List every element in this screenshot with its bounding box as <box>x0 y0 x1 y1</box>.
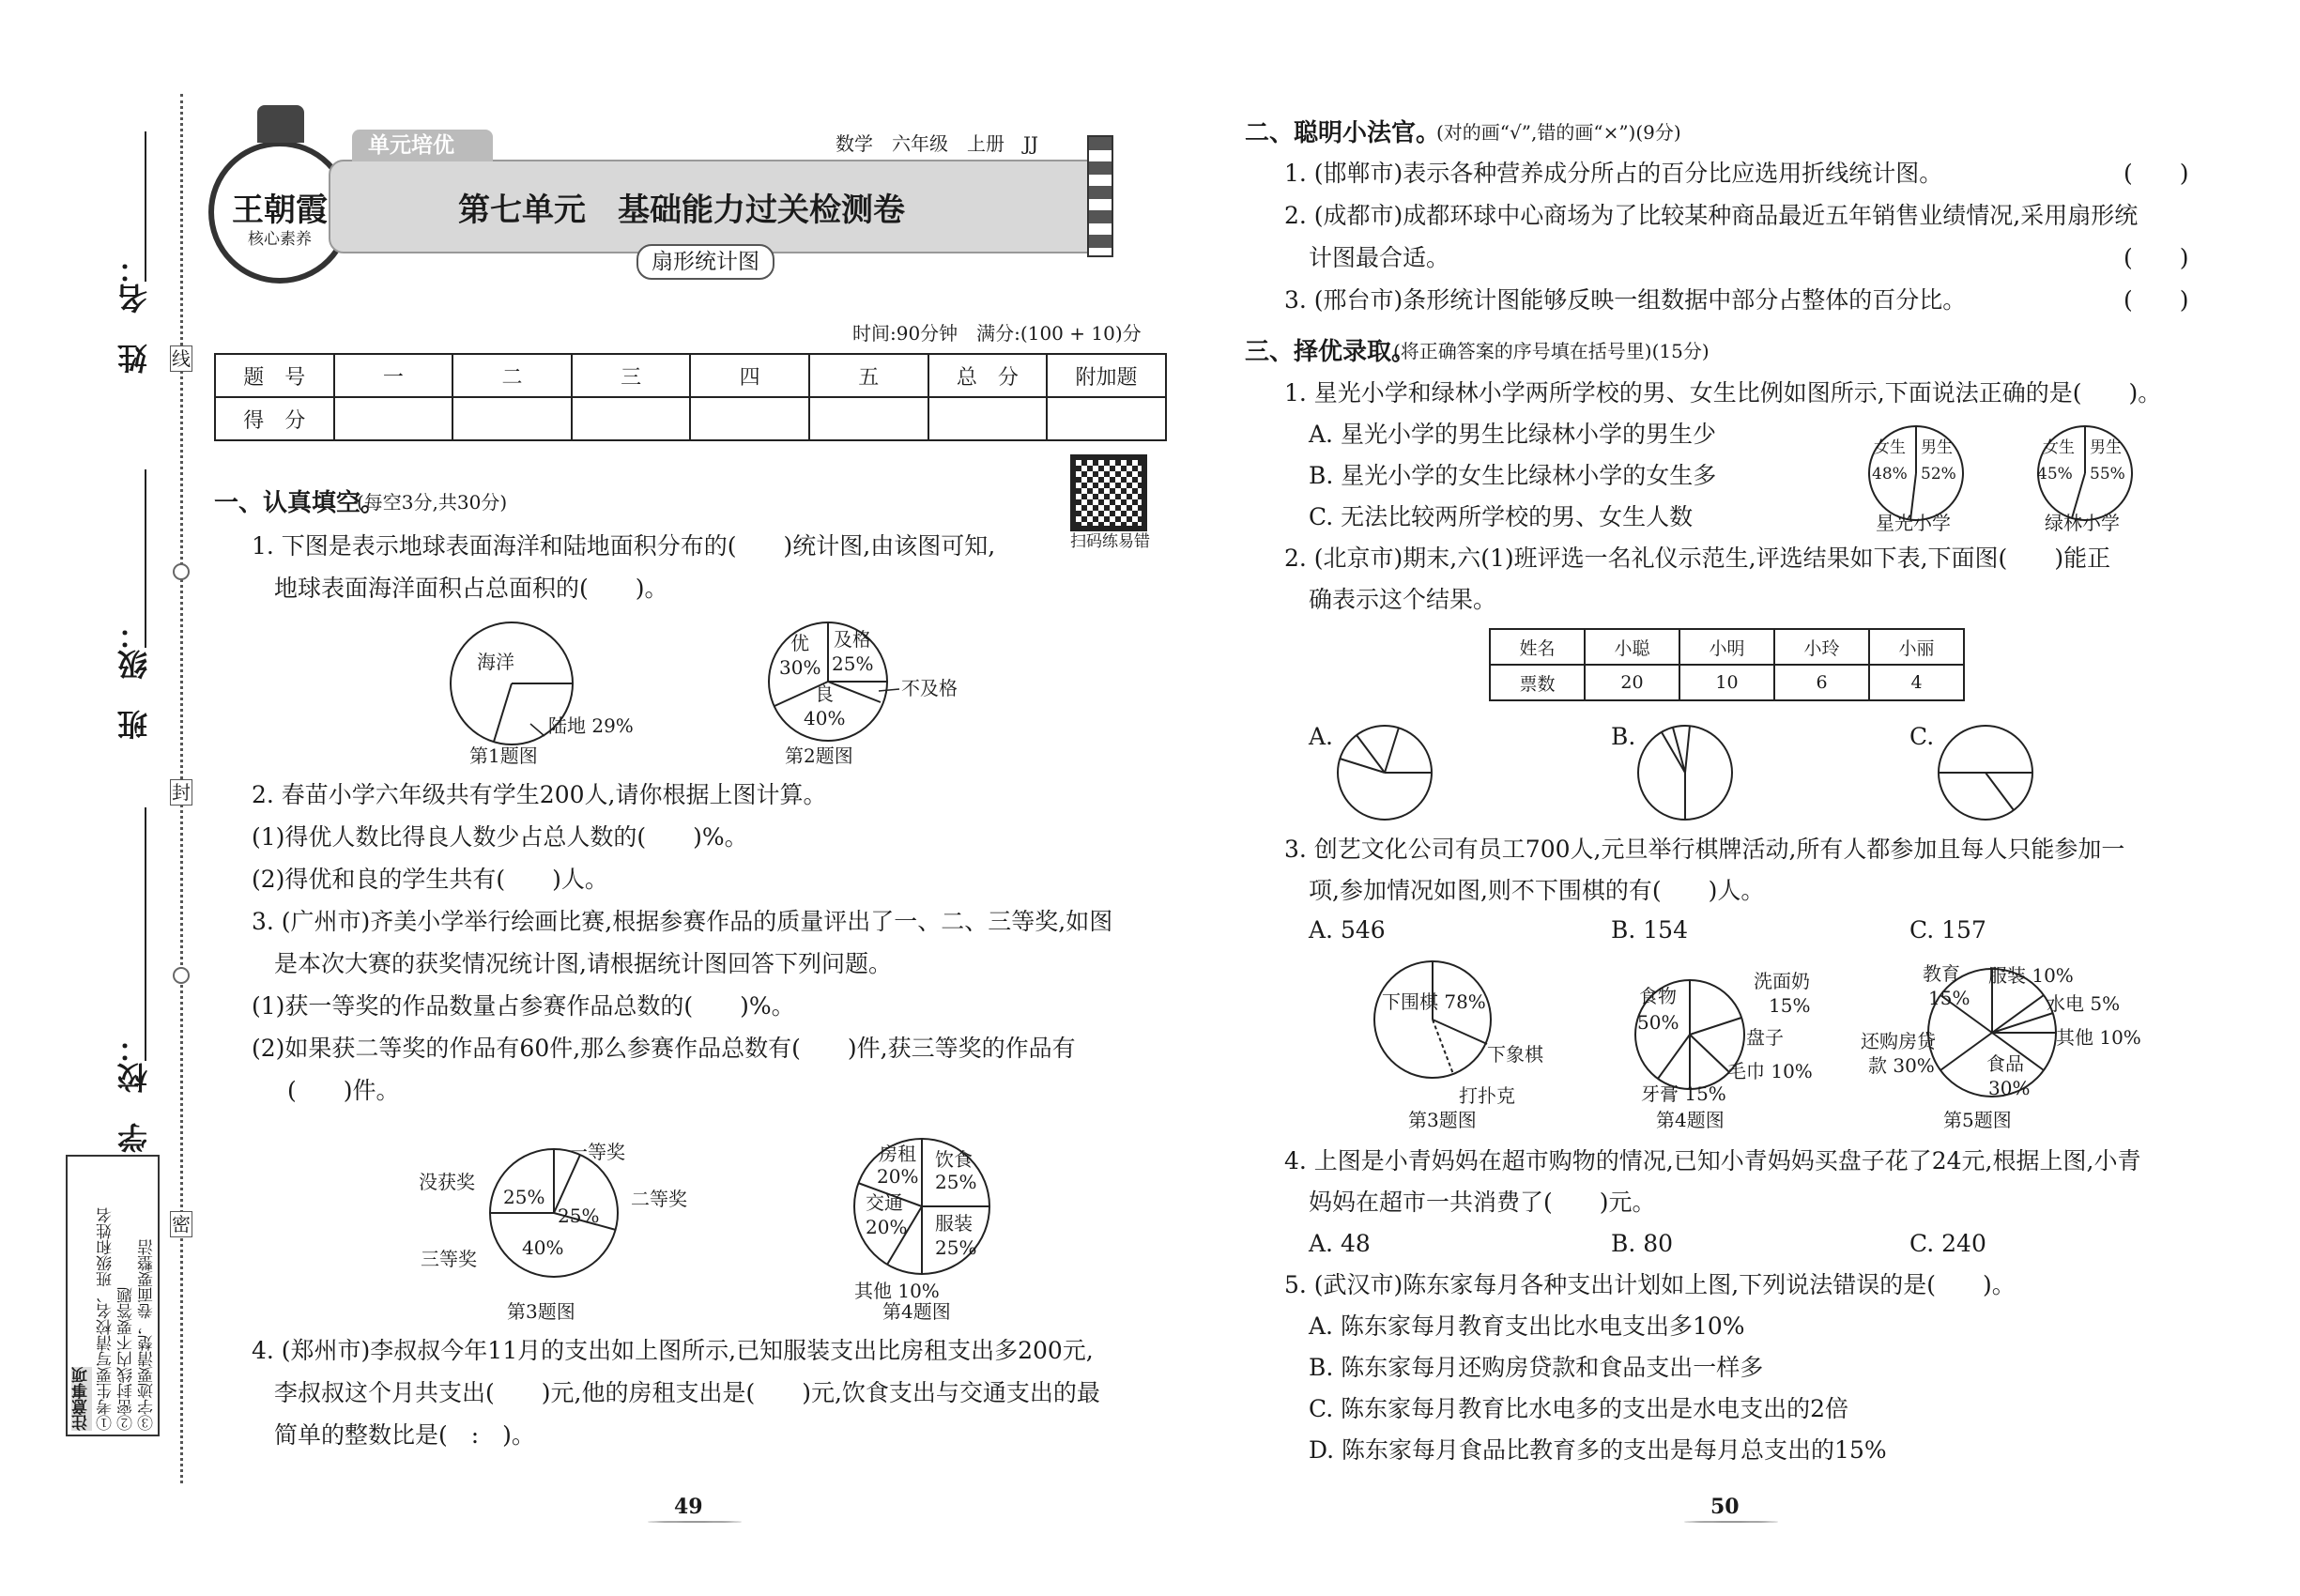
fig2-caption: 第2题图 <box>785 744 853 767</box>
s1-q1a: 1. 下图是表示地球表面海洋和陆地面积分布的( )统计图,由该图可知, <box>252 532 996 560</box>
f5-food-p: 30% <box>1988 1077 2031 1099</box>
pie-b-female: 女生 <box>2043 438 2075 457</box>
option-c-radius <box>1986 773 2014 810</box>
f5-cloth: 服装 10% <box>1988 964 2074 987</box>
f5-food: 食品 <box>1986 1052 2024 1075</box>
fig2-bujige: 不及格 <box>901 677 958 699</box>
f5-radius <box>1992 1013 2053 1033</box>
s1-q2: 2. 春苗小学六年级共有学生200人,请你根据上图计算。 <box>252 781 827 808</box>
vote-h: 小玲 <box>1774 629 1869 665</box>
s3-q5-A: A. 陈东家每月教育支出比水电支出多10% <box>1309 1312 1745 1340</box>
s3-q5-B: B. 陈东家每月还购房贷款和食品支出一样多 <box>1309 1354 1764 1381</box>
s1-q2a: (1)得优人数比得良人数少占总人数的( )%。 <box>252 823 748 851</box>
fig2-you: 优 <box>790 632 809 654</box>
name-line[interactable] <box>145 131 146 282</box>
s3-q1-A: A. 星光小学的男生比绿林小学的男生少 <box>1309 421 1716 448</box>
page-subtitle: 扇形统计图 <box>636 244 774 280</box>
score-cell[interactable] <box>1047 397 1166 440</box>
option-a-pie <box>1333 721 1436 824</box>
page-number-left: 49 <box>674 1495 703 1519</box>
circle-mark <box>173 967 190 984</box>
s3-q4-B: B. 80 <box>1611 1230 1674 1257</box>
s3-q2-optA: A. <box>1309 723 1334 750</box>
page-number-right: 50 <box>1710 1495 1740 1519</box>
qr-code[interactable] <box>1070 454 1147 531</box>
fig4-cloth-p: 25% <box>935 1236 977 1259</box>
f4-food: 食物 <box>1639 985 1677 1007</box>
f5-edu: 教育 <box>1923 962 1960 985</box>
f3-poker: 打扑克 <box>1459 1084 1515 1107</box>
s1-q3e: ( )件。 <box>287 1077 400 1104</box>
page-ornament-left <box>648 1521 742 1523</box>
fig4-traffic: 交通 <box>866 1191 903 1214</box>
score-h: 三 <box>572 354 691 397</box>
f4-radius <box>1690 1035 1729 1072</box>
fig2-radius <box>828 682 881 702</box>
vote-c: 4 <box>1869 665 1964 700</box>
s3-q3b: 项,参加情况如图,则不下围棋的有( )人。 <box>1309 877 1765 904</box>
score-cell[interactable] <box>452 397 572 440</box>
vote-c: 票数 <box>1490 665 1585 700</box>
s1-q4b: 李叔叔这个月共支出( )元,他的房租支出是( )元,饮食支出与交通支出的最 <box>274 1379 1100 1406</box>
page-ornament-right <box>1684 1521 1778 1523</box>
name-label: 姓 名： <box>116 253 152 374</box>
f4-tooth: 牙膏 15% <box>1641 1082 1726 1105</box>
score-cell[interactable] <box>690 397 809 440</box>
f5-caption: 第5题图 <box>1943 1109 2012 1131</box>
vote-table <box>1489 628 1965 701</box>
lighthouse-icon <box>1087 135 1113 257</box>
class-line[interactable] <box>145 469 146 648</box>
score-cell[interactable] <box>572 397 691 440</box>
s3-q3a: 3. 创艺文化公司有员工700人,元旦举行棋牌活动,所有人都参加且每人只能参加一 <box>1284 836 2125 863</box>
score-table <box>214 353 1167 441</box>
score-cell[interactable] <box>334 397 453 440</box>
option-b-radius <box>1685 726 1690 773</box>
fig1-caption: 第1题图 <box>469 744 538 767</box>
cut-mark-mi: 密 <box>172 1213 191 1235</box>
cut-mark-xian: 线 <box>172 347 191 370</box>
s2-q1: 1. (邯郸市)表示各种营养成分所占的百分比应选用折线统计图。 <box>1284 160 1943 187</box>
f4-radius <box>1690 1018 1741 1035</box>
vote-c: 6 <box>1774 665 1869 700</box>
f3-pie <box>1371 958 1502 1089</box>
f5-loan-p: 款 30% <box>1868 1054 1935 1077</box>
s2-q3: 3. (邢台市)条形统计图能够反映一组数据中部分占整体的百分比。 <box>1284 286 1967 314</box>
s3-q2-optC: C. <box>1909 723 1935 750</box>
s2-points: (对的画“√”,错的画“×”)(9分) <box>1436 121 1681 144</box>
f5-radius <box>1992 995 2044 1033</box>
option-a-radius <box>1340 759 1385 773</box>
pie-b-male: 男生 <box>2090 438 2122 457</box>
s3-q1-C: C. 无法比较两所学校的男、女生人数 <box>1309 503 1694 530</box>
header-meta: 数学 六年级 上册 JJ <box>836 132 1039 155</box>
s3-q5-D: D. 陈东家每月食品比教育多的支出是每月总支出的15% <box>1309 1436 1887 1464</box>
s3-q5-C: C. 陈东家每月教育比水电多的支出是水电支出的2倍 <box>1309 1395 1849 1422</box>
f4-food-p: 50% <box>1637 1011 1679 1034</box>
s3-q5: 5. (武汉市)陈东家每月各种支出计划如上图,下列说法错误的是( )。 <box>1284 1271 2016 1298</box>
s3-q2a: 2. (北京市)期末,六(1)班评选一名礼仪示范生,评选结果如下表,下面图( )能正 <box>1284 545 2111 572</box>
score-h: 一 <box>334 354 453 397</box>
option-b-pie <box>1633 721 1737 824</box>
fig1-radius <box>494 683 512 742</box>
fig3-first: 一等奖 <box>569 1141 625 1163</box>
pie-a-male-p: 52% <box>1921 465 1956 483</box>
school-label: 学 校： <box>116 1033 152 1153</box>
fig4-rent-p: 20% <box>877 1165 919 1188</box>
score-h: 五 <box>809 354 928 397</box>
fig3-caption: 第3题图 <box>507 1300 575 1323</box>
fig1-leader <box>530 724 544 736</box>
pie-a-female-p: 48% <box>1872 465 1908 483</box>
f4-towel: 毛巾 10% <box>1727 1060 1813 1082</box>
circle-mark <box>173 563 190 580</box>
s3-q3-B: B. 154 <box>1611 916 1688 944</box>
badge-label: 单元培优 <box>368 132 454 158</box>
s3-q2b: 确表示这个结果。 <box>1309 586 1497 613</box>
pie-b-name: 绿林小学 <box>2045 512 2120 534</box>
fig3-third-p: 40% <box>522 1236 564 1259</box>
fig4-food-p: 25% <box>935 1171 977 1193</box>
vote-h: 姓名 <box>1490 629 1585 665</box>
fig3-second: 二等奖 <box>631 1188 687 1210</box>
f3-chess: 下象棋 <box>1487 1043 1543 1066</box>
fig2-jige-p: 25% <box>832 652 874 675</box>
f5-loan: 还购房贷 <box>1861 1030 1936 1052</box>
option-b-radius <box>1673 728 1685 773</box>
fig4-cloth: 服装 <box>935 1212 973 1235</box>
pie-a-male: 男生 <box>1921 438 1953 457</box>
f5-other: 其他 10% <box>2056 1026 2141 1049</box>
notes-title: 注意事项 <box>72 1367 91 1431</box>
score-cell[interactable] <box>928 397 1048 440</box>
s2-title: 二、聪明小法官。 <box>1245 119 1441 147</box>
score-h: 附加题 <box>1047 354 1166 397</box>
vote-h: 小丽 <box>1869 629 1964 665</box>
f5-water: 水电 5% <box>2047 992 2121 1015</box>
fig4-food: 饮食 <box>935 1148 973 1171</box>
logo-sub: 核心素养 <box>248 230 312 249</box>
f4-caption: 第4题图 <box>1656 1109 1725 1131</box>
fig1-ocean: 海洋 <box>477 651 514 673</box>
vote-h: 小聪 <box>1585 629 1679 665</box>
fig2-you-p: 30% <box>779 656 821 679</box>
note-2: ②密封线内不要答题 <box>117 1287 136 1431</box>
f3-go: 下围棋 78% <box>1382 990 1486 1013</box>
s1-q4c: 简单的整数比是( : )。 <box>274 1421 535 1449</box>
s1-q3a: 3. (广州市)齐美小学举行绘画比赛,根据参赛作品的质量评出了一、二、三等奖,如图 <box>252 908 1113 935</box>
fig2-liang: 良 <box>815 683 834 705</box>
fig3-none: 没获奖 <box>419 1171 475 1193</box>
score-h: 题 号 <box>215 354 334 397</box>
logo-text: 王朝霞 <box>232 192 328 229</box>
exam-time: 时间:90分钟 满分:(100 + 10)分 <box>852 322 1142 345</box>
f5-radius <box>1940 1033 1992 1070</box>
s1-q4a: 4. (郑州市)李叔叔今年11月的支出如上图所示,已知服装支出比房租支出多200元, <box>252 1337 1094 1364</box>
s3-q3-C: C. 157 <box>1909 916 1986 944</box>
s2-q3-paren[interactable]: ( ) <box>2124 286 2189 314</box>
fig4-other: 其他 10% <box>854 1280 940 1302</box>
s2-q2-paren[interactable]: ( ) <box>2124 244 2189 271</box>
s2-q2a: 2. (成都市)成都环球中心商场为了比较某种商品最近五年销售业绩情况,采用扇形统 <box>1284 202 2139 229</box>
fig4-traffic-p: 20% <box>866 1216 908 1238</box>
note-3: ③字迹要清楚，卷面要整洁 <box>138 1239 157 1431</box>
pie-a-name: 星光小学 <box>1876 512 1951 534</box>
s3-q2-optB: B. <box>1611 723 1636 750</box>
f5-edu-p: 15% <box>1928 987 1970 1009</box>
fig1-land: 陆地 29% <box>548 714 634 737</box>
s1-points: (每空3分,共30分) <box>357 491 508 514</box>
s3-points: (将正确答案的序号填在括号里)(15分) <box>1393 340 1710 362</box>
option-b-radius <box>1662 732 1685 773</box>
s3-q3-A: A. 546 <box>1309 916 1386 944</box>
fig3-none-p: 25% <box>503 1186 545 1208</box>
f4-wash-p: 15% <box>1769 994 1811 1017</box>
note-1: ①考生要写清校名、班级和姓名 <box>97 1207 115 1431</box>
vote-c: 20 <box>1585 665 1679 700</box>
s3-q4-A: A. 48 <box>1309 1230 1371 1257</box>
fig2-liang-p: 40% <box>804 707 846 729</box>
f4-wash: 洗面奶 <box>1754 970 1810 992</box>
cut-mark-feng: 封 <box>172 781 191 804</box>
score-h: 二 <box>452 354 572 397</box>
s1-q3d: (2)如果获二等奖的作品有60件,那么参赛作品总数有( )件,获三等奖的作品有 <box>252 1035 1076 1062</box>
f3-caption: 第3题图 <box>1408 1109 1477 1131</box>
s1-q1b: 地球表面海洋面积占总面积的( )。 <box>274 575 668 602</box>
option-a-radius <box>1357 735 1385 773</box>
fig4-caption: 第4题图 <box>882 1300 951 1323</box>
s2-q1-paren[interactable]: ( ) <box>2124 160 2189 187</box>
s1-q3c: (1)获一等奖的作品数量占参赛作品总数的( )%。 <box>252 992 795 1020</box>
option-c-pie <box>1934 721 2037 824</box>
score-cell[interactable] <box>809 397 928 440</box>
fig2-jige: 及格 <box>834 628 871 651</box>
s3-q1-B: B. 星光小学的女生比绿林小学的女生多 <box>1309 462 1717 489</box>
f4-plate: 盘子 <box>1746 1026 1784 1049</box>
score-row-label: 得 分 <box>215 397 334 440</box>
page-title: 第七单元 基础能力过关检测卷 <box>458 192 905 229</box>
s3-q4a: 4. 上图是小青妈妈在超市购物的情况,已知小青妈妈买盘子花了24元,根据上图,小青 <box>1284 1147 2141 1174</box>
s1-title: 一、认真填空。 <box>214 489 386 517</box>
qr-caption: 扫码练易错 <box>1070 532 1150 551</box>
crown-icon <box>257 105 304 143</box>
fig2-leader <box>879 689 899 691</box>
option-a-radius <box>1385 728 1399 773</box>
school-line[interactable] <box>145 807 146 1061</box>
s1-q2b: (2)得优和良的学生共有( )人。 <box>252 866 608 893</box>
fig4-rent: 房租 <box>879 1143 916 1165</box>
s3-title: 三、择优录取。 <box>1245 338 1417 366</box>
s3-q4b: 妈妈在超市一共消费了( )元。 <box>1309 1189 1656 1216</box>
score-h: 四 <box>690 354 809 397</box>
fig3-second-p: 25% <box>558 1205 600 1227</box>
pie-b-male-p: 55% <box>2090 465 2125 483</box>
s3-q1: 1. 星光小学和绿林小学两所学校的男、女生比例如图所示,下面说法正确的是( )。 <box>1284 379 2162 407</box>
f4-radius <box>1658 1035 1690 1079</box>
fig3-third: 三等奖 <box>421 1248 477 1270</box>
pie-b-female-p: 45% <box>2037 465 2073 483</box>
pie-a-female: 女生 <box>1874 438 1906 457</box>
score-h: 总 分 <box>928 354 1048 397</box>
s3-q4-C: C. 240 <box>1909 1230 1986 1257</box>
vote-c: 10 <box>1679 665 1774 700</box>
notes-box <box>66 1155 160 1436</box>
class-label: 班 级： <box>116 620 152 740</box>
s1-q3b: 是本次大赛的获奖情况统计图,请根据统计图回答下列问题。 <box>274 950 892 977</box>
s2-q2b: 计图最合适。 <box>1309 244 1450 271</box>
vote-h: 小明 <box>1679 629 1774 665</box>
